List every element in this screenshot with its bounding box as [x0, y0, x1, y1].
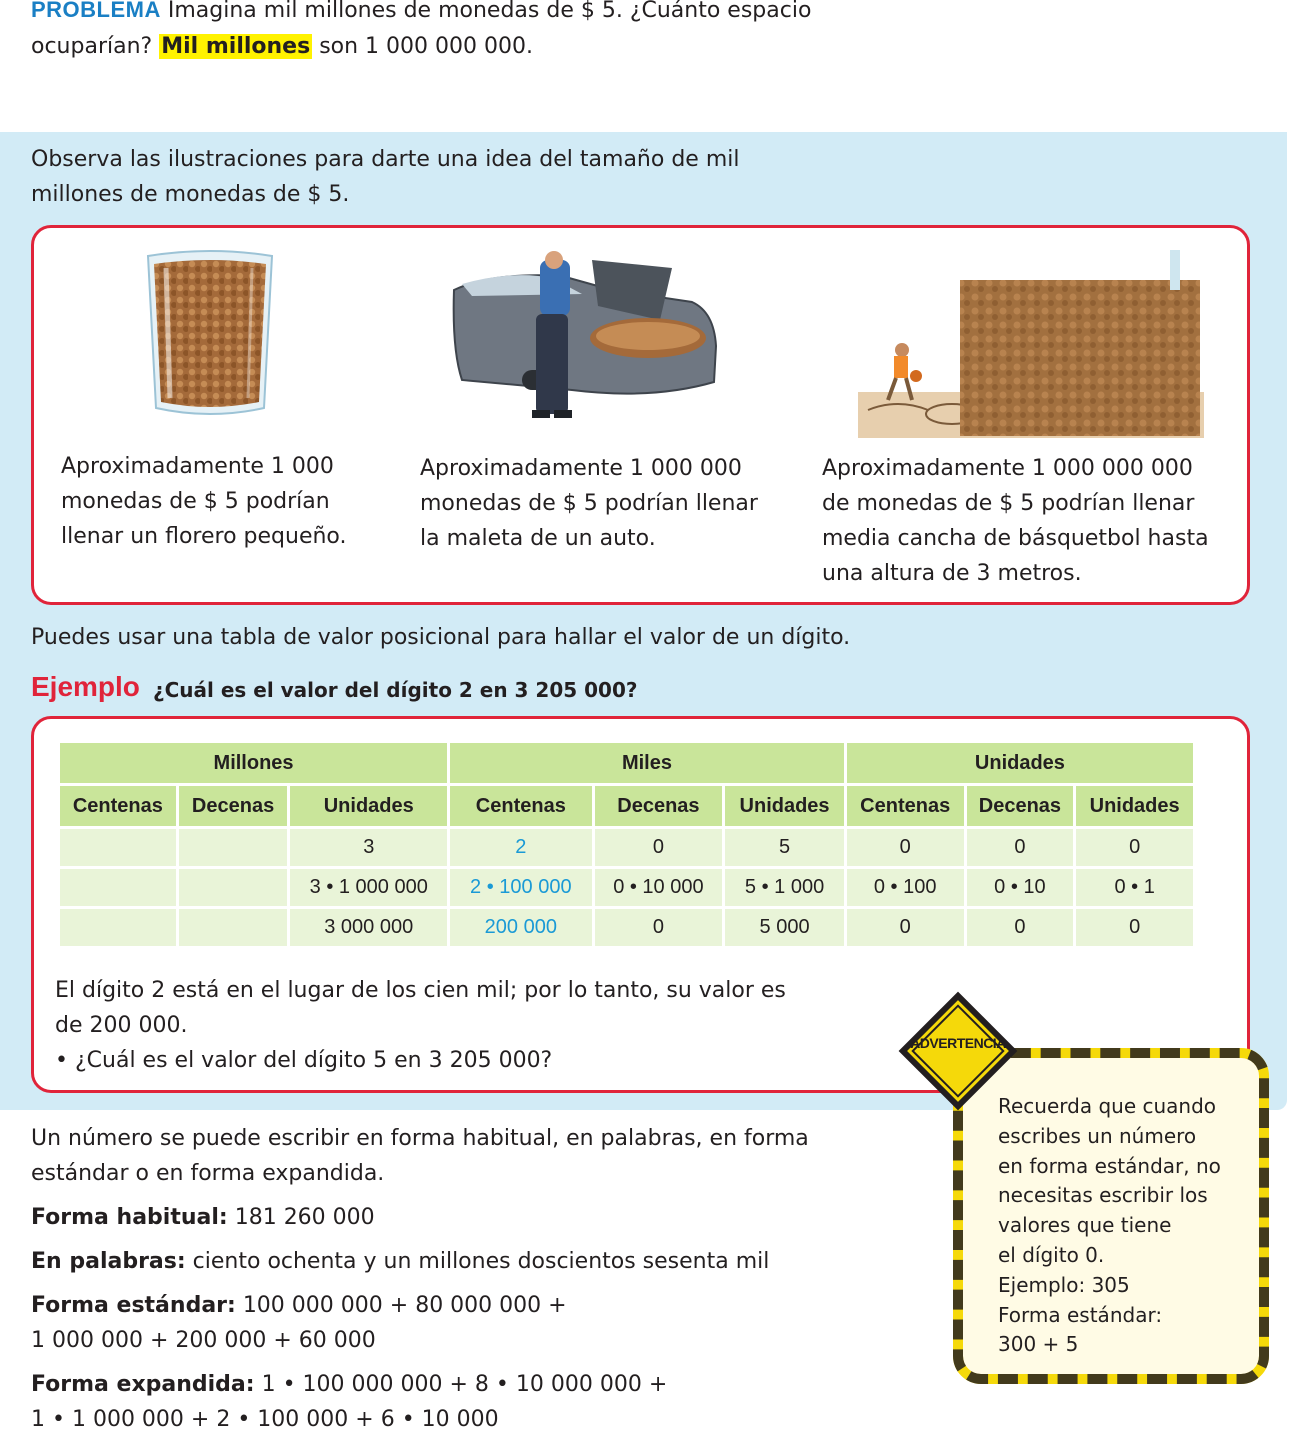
problem-text: Imagina mil millones de monedas de $ 5. ¿Cuánto espacio ocuparían?: [31, 0, 812, 59]
forma-estandar-line-2: 1 000 000 + 200 000 + 60 000: [31, 1328, 376, 1353]
intro-line-1: Observa las ilustraciones para darte una idea del tamaño de mil: [31, 147, 740, 172]
en-palabras-label: En palabras:: [31, 1249, 186, 1274]
en-palabras-value: ciento ochenta y un millones doscientos sesenta mil: [192, 1249, 770, 1274]
forma-expandida-line-2: 1 • 1 000 000 + 2 • 100 000 + 6 • 10 000: [31, 1407, 499, 1432]
table-cell: 5 000: [724, 908, 846, 948]
column-header: Centenas: [449, 785, 593, 828]
column-header: Decenas: [177, 785, 289, 828]
table-cell: 0: [1075, 908, 1195, 948]
forma-expandida-label: Forma expandida:: [31, 1372, 255, 1397]
basketball-court-coins-image: [858, 250, 1204, 440]
table-cell: 0 • 100: [845, 868, 965, 908]
ejemplo-question: ¿Cuál es el valor del dígito 2 en 3 205 000?: [153, 678, 638, 702]
table-cell: 0 • 10 000: [593, 868, 724, 908]
question-bullet: [55, 1043, 875, 1078]
column-header: Unidades: [1075, 785, 1195, 828]
forma-estandar-line-1: 100 000 000 + 80 000 000 +: [242, 1293, 567, 1318]
forma-expandida-line-1: 1 • 100 000 000 + 8 • 10 000 000 +: [261, 1372, 668, 1397]
caption-vase: [61, 449, 391, 554]
table-cell: 3: [289, 828, 449, 868]
table-cell: 0: [593, 908, 724, 948]
table-cell: [177, 828, 289, 868]
table-cell: 0: [593, 828, 724, 868]
table-cell: [177, 868, 289, 908]
caption-line: de monedas de $ 5 podrían llenar: [822, 491, 1195, 516]
table-group-header-row: [59, 742, 1195, 785]
table-cell: 0: [845, 828, 965, 868]
table-cell: 3 • 1 000 000: [289, 868, 449, 908]
caption-line: Aproximadamente 1 000 000 000: [822, 456, 1193, 481]
problem-statement: [31, 0, 891, 65]
caption-line: llenar un florero pequeño.: [61, 524, 347, 549]
bullet-question: ¿Cuál es el valor del dígito 5 en 3 205 000?: [74, 1048, 553, 1073]
advertencia-line: escribes un número: [998, 1123, 1197, 1148]
table-row-products: [59, 868, 1195, 908]
column-header: Centenas: [845, 785, 965, 828]
conclusion-line-1: El dígito 2 está en el lugar de los cien mil; por lo tanto, su valor es: [55, 978, 786, 1003]
conclusion-text: [55, 973, 875, 1078]
ejemplo-heading: Ejemplo: [31, 671, 140, 702]
caption-line: Aproximadamente 1 000 000: [420, 456, 742, 481]
caption-line: la maleta de un auto.: [420, 526, 656, 551]
advertencia-line: Ejemplo: 305: [998, 1272, 1130, 1297]
column-header: Decenas: [965, 785, 1075, 828]
table-cell: 0: [1075, 828, 1195, 868]
column-header: Unidades: [724, 785, 846, 828]
problem-text-end: son 1 000 000 000.: [319, 34, 534, 59]
forma-estandar: [31, 1288, 931, 1358]
advertencia-text: [998, 1092, 1248, 1360]
table-cell: 0: [965, 908, 1075, 948]
table-intro-text: Puedes usar una tabla de valor posicional para hallar el valor de un dígito.: [31, 625, 851, 650]
highlighted-term: Mil millones: [161, 34, 311, 59]
caption-line: una altura de 3 metros.: [822, 561, 1082, 586]
caption-car: [420, 451, 800, 556]
advertencia-line: Recuerda que cuando: [998, 1094, 1217, 1118]
table-column-header-row: [59, 785, 1195, 828]
intro-line-2: millones de monedas de $ 5.: [31, 182, 350, 207]
advertencia-label: ADVERTENCIA: [910, 1035, 1006, 1051]
table-cell: [59, 868, 178, 908]
table-cell-highlight: 200 000: [449, 908, 593, 948]
table-cell: [59, 828, 178, 868]
table-row-values: [59, 908, 1195, 948]
column-header: Decenas: [593, 785, 724, 828]
table-cell: 0: [845, 908, 965, 948]
group-header-unidades: Unidades: [845, 742, 1194, 785]
forma-habitual: [31, 1200, 931, 1235]
table-cell: [59, 908, 178, 948]
problem-label: PROBLEMA: [31, 0, 161, 22]
forma-habitual-label: Forma habitual:: [31, 1205, 228, 1230]
table-cell: 5 • 1 000: [724, 868, 846, 908]
table-cell: 0 • 1: [1075, 868, 1195, 908]
table-cell: 5: [724, 828, 846, 868]
caption-line: media cancha de básquetbol hasta: [822, 526, 1209, 551]
advertencia-line: el dígito 0.: [998, 1242, 1105, 1267]
table-cell: 0: [965, 828, 1075, 868]
caption-line: monedas de $ 5 podrían: [61, 489, 330, 514]
table-row-digits: [59, 828, 1195, 868]
advertencia-line: necesitas escribir los: [998, 1183, 1208, 1208]
forma-estandar-label: Forma estándar:: [31, 1293, 236, 1318]
vase-of-coins-image: [140, 248, 280, 418]
caption-line: monedas de $ 5 podrían llenar: [420, 491, 758, 516]
table-cell-highlight: 2: [449, 828, 593, 868]
advertencia-line: valores que tiene: [998, 1213, 1172, 1238]
forma-habitual-value: 181 260 000: [234, 1205, 375, 1230]
group-header-millones: Millones: [59, 742, 449, 785]
table-cell: 0 • 10: [965, 868, 1075, 908]
caption-line: Aproximadamente 1 000: [61, 454, 334, 479]
forma-expandida: [31, 1367, 931, 1437]
column-header: Centenas: [59, 785, 178, 828]
caption-court: [822, 451, 1242, 591]
forms-intro-line-1: Un número se puede escribir en forma habitual, en palabras, en forma: [31, 1126, 809, 1151]
table-cell: 3 000 000: [289, 908, 449, 948]
conclusion-line-2: de 200 000.: [55, 1013, 188, 1038]
advertencia-line: en forma estándar, no: [998, 1153, 1221, 1178]
number-forms-section: [31, 1121, 931, 1437]
intro-text: [31, 142, 739, 212]
table-cell: [177, 908, 289, 948]
table-cell-highlight: 2 • 100 000: [449, 868, 593, 908]
warning-sign-icon: [900, 993, 1010, 1103]
advertencia-line: 300 + 5: [998, 1332, 1079, 1357]
car-trunk-coins-image: [452, 250, 722, 442]
advertencia-line: Forma estándar:: [998, 1302, 1163, 1327]
en-palabras: [31, 1244, 931, 1279]
group-header-miles: Miles: [449, 742, 846, 785]
forms-intro-line-2: estándar o en forma expandida.: [31, 1161, 385, 1186]
bullet-icon: •: [55, 1048, 75, 1073]
place-value-table: [57, 740, 1196, 949]
column-header: Unidades: [289, 785, 449, 828]
